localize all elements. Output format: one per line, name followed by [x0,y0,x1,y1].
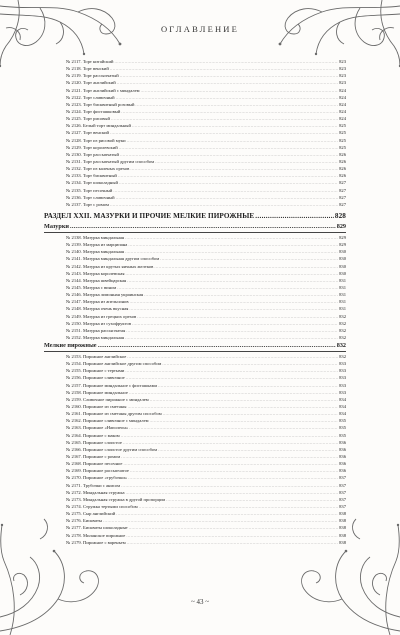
toc-entry-title: № 2158. Пирожное миндальное [66,389,128,395]
dot-leader [144,291,338,298]
toc-page-number: 838 [339,525,346,531]
toc-entry-title: № 2143. Мазурка королевская [66,270,125,276]
toc-entry[interactable] [44,194,346,201]
toc-section-heading[interactable] [44,341,346,352]
dot-leader [117,284,338,291]
toc-entry-title: № 2124. Торт фисташковый [66,108,121,114]
dot-leader [127,137,338,144]
toc-entry[interactable] [44,255,346,262]
toc-entry[interactable] [44,510,346,517]
toc-entry[interactable] [44,151,346,158]
dot-leader [123,460,338,467]
toc-page-number: 826 [339,151,346,157]
toc-entry-title: № 2152. Мазурка миндальная [66,334,125,340]
toc-entry-title: № 2162. Пирожное сливочное с миндалем [66,418,149,424]
toc-part-heading[interactable] [44,210,346,222]
toc-entry[interactable] [44,129,346,136]
toc-entry[interactable] [44,389,346,396]
toc-entry[interactable] [44,144,346,151]
toc-entry-title: № 2166. Пирожное слоистое другим способом [66,446,158,452]
toc-page-number: 836 [339,439,346,445]
toc-entry-title: № 2126. Белый торт миндальный [66,123,131,129]
toc-page-number: 824 [339,108,346,114]
toc-entry[interactable] [44,524,346,531]
toc-page-number: 834 [339,411,346,417]
toc-entry-title: № 2148. Мазурка очень вкусная [66,306,129,312]
toc-entry[interactable] [44,165,346,172]
dot-leader [126,489,339,496]
toc-page-number: 832 [339,354,346,360]
toc-entry-title: № 2137. Торт с ромом [66,201,109,207]
toc-entry-title: № 2177. Бисквиты шоколадные [66,525,128,531]
dot-leader [158,382,338,389]
toc-entry[interactable] [44,284,346,291]
toc-entry[interactable] [44,101,346,108]
toc-page-number: 833 [339,375,346,381]
toc-entry-title: № 2134. Торт шоколадный [66,180,118,186]
toc-entry[interactable] [44,446,346,453]
toc-entry[interactable] [44,79,346,86]
toc-page-number: 837 [339,489,346,495]
toc-entry[interactable] [44,424,346,431]
dot-leader [120,72,338,79]
dot-leader [125,234,338,241]
toc-entry[interactable] [44,467,346,474]
toc-entry-title: № 2161. Пирожное из сметаны другим способом [66,411,162,417]
toc-entry-title: № 2164. Пирожное с маком [66,432,120,438]
toc-entry-title: № 2178. Миланское пирожное [66,532,126,538]
toc-entry[interactable] [44,137,346,144]
dot-leader [166,496,338,503]
dot-leader [126,374,338,381]
toc-page-number: 837 [339,482,346,488]
toc-page-number: 833 [339,389,346,395]
toc-page-number: 837 [339,496,346,502]
toc-entry-title: № 2147. Мазурка из апельсинов [66,299,129,305]
toc-entry[interactable] [44,241,346,248]
dot-leader [126,532,338,539]
toc-page-number: 830 [339,270,346,276]
dot-leader [117,79,338,86]
toc-entry[interactable] [44,87,346,94]
dot-leader [116,94,339,101]
toc-entry-title: № 2130. Торт рассыпчатый [66,151,119,157]
toc-entry-title: № 2133. Торт бисквитный [66,173,117,179]
dot-leader [127,539,338,546]
toc-entry[interactable] [44,417,346,424]
toc-entry[interactable] [44,298,346,305]
toc-page-number: 835 [339,425,346,431]
toc-page-number: 827 [339,201,346,207]
toc-entry-title: № 2149. Мазурка из грецких орехов [66,313,137,319]
dot-leader [139,503,338,510]
toc-entry[interactable] [44,532,346,539]
dot-leader [141,87,339,94]
toc-entry[interactable] [44,474,346,481]
toc-entry-title: № 2117. Торт китайский [66,59,114,64]
toc-page-number: 824 [339,116,346,122]
toc-entry[interactable] [44,460,346,467]
toc-entry[interactable] [44,270,346,277]
toc-entry-title: № 2154. Пирожное английское другим способом [66,361,162,367]
dot-leader [155,158,338,165]
dot-leader [150,396,338,403]
dot-leader [119,144,338,151]
dot-leader [121,432,338,439]
toc-entry-title: № 2128. Торт из рисовой муки [66,137,126,143]
toc-entry[interactable] [44,313,346,320]
toc-entry-title: № 2150. Мазурка из сухофруктов [66,320,132,326]
dot-leader [111,115,338,122]
dot-leader [130,165,338,172]
dot-leader [70,222,336,232]
toc-page-number: 836 [339,454,346,460]
dot-leader [128,474,338,481]
dot-leader [116,194,339,201]
toc-page-number: 833 [339,368,346,374]
dot-leader [118,172,338,179]
dot-leader [121,453,338,460]
dot-leader [154,263,338,270]
toc-entry[interactable] [44,410,346,417]
toc-entry-title: № 2127. Торт венский [66,130,109,136]
toc-page-number: 832 [339,313,346,319]
dot-leader [130,298,339,305]
toc-page-number: 832 [339,327,346,333]
toc-entry-title: № 2131. Торт рассыпчатый другим способом [66,158,155,164]
toc-entry-title: № 2173. Миндальная стружка в другой пропорции [66,496,166,502]
dot-leader [126,327,338,334]
toc-page-number: 838 [339,532,346,538]
dot-leader [130,467,338,474]
toc-entry[interactable] [44,58,346,65]
toc-entry-title: № 2119. Торт рассыпчатый [66,73,119,79]
dot-leader [110,65,338,72]
toc-entry[interactable] [44,334,346,341]
toc-entry-title: № 2163. Пирожное «Наполеон» [66,425,129,431]
toc-entry[interactable] [44,453,346,460]
toc-entry-title: № 2145. Мазурка с вином [66,284,117,290]
toc-entry[interactable] [44,396,346,403]
dot-leader [128,241,338,248]
toc-entry[interactable] [44,382,346,389]
toc-entry[interactable] [44,327,346,334]
toc-entry-title: № 2125. Торт рисовый [66,116,110,122]
toc-entry[interactable] [44,108,346,115]
toc-entry[interactable] [44,439,346,446]
dot-leader [150,417,339,424]
dot-leader [110,129,338,136]
toc-page-number: 831 [339,284,346,290]
toc-page-number: 825 [339,130,346,136]
toc-entry[interactable] [44,320,346,327]
toc-page-number: 829 [336,222,346,230]
toc-entry-title: № 2142. Мазурка из крутых яичных желтков [66,263,154,269]
toc-entry[interactable] [44,482,346,489]
toc-entry-title: № 2132. Торт из каленых орехов [66,166,130,172]
toc-entry[interactable] [44,263,346,270]
toc-entry[interactable] [44,122,346,129]
toc-entry-title: № 2156. Пирожное сливочное [66,375,125,381]
toc-page-number: 824 [339,101,346,107]
dot-leader [163,410,338,417]
toc-page-number: 827 [339,194,346,200]
toc-page-number: 824 [339,87,346,93]
toc-entry-title: № 2146. Мазурка лимонная украинская [66,292,144,298]
toc-entry-title: № 2140. Мазурка миндальная [66,249,125,255]
toc-entry-title: № 2136. Торт сливочный [66,194,115,200]
dot-leader [129,389,338,396]
toc-entry-title: Мазурки [44,222,69,230]
dot-leader [125,367,338,374]
page-title: ОГЛАВЛЕНИЕ [160,24,240,34]
toc-entry[interactable] [44,234,346,241]
toc-entry-title: № 2169. Пирожное рассыпчатое [66,468,129,474]
toc-page-number: 829 [339,242,346,248]
toc-entry[interactable] [44,72,346,79]
toc-entry[interactable] [44,187,346,194]
toc-page-number: 831 [339,277,346,283]
toc-section-heading[interactable] [44,222,346,233]
toc-page-number: 835 [339,432,346,438]
dot-leader [116,510,338,517]
toc-entry[interactable] [44,201,346,208]
toc-page-number: 832 [339,320,346,326]
toc-entry[interactable] [44,94,346,101]
toc-page-number: 825 [339,123,346,129]
toc-entry[interactable] [44,291,346,298]
toc-page-number: 823 [339,73,346,79]
toc-entry-title: № 2155. Пирожное с тертыми [66,368,125,374]
toc-page-number: 825 [339,144,346,150]
dot-leader [121,108,338,115]
toc-entry-title: № 2171. Трубочки с анисом [66,482,121,488]
toc-page-number: 833 [339,361,346,367]
toc-page-number: 837 [339,504,346,510]
toc-page-number: 837 [339,475,346,481]
toc-entry-title: № 2176. Бисквиты [66,518,103,524]
toc-page-number: 831 [339,306,346,312]
toc-entry[interactable] [44,360,346,367]
dot-leader [135,101,338,108]
toc-page-number: 835 [339,418,346,424]
toc-entry-title: № 2138. Мазурка миндальная [66,234,125,240]
toc-entry-title: № 2122. Торт сливочный [66,94,115,100]
dot-leader [113,187,338,194]
toc-entry-title: № 2118. Торт венский [66,66,109,72]
dot-leader [137,313,338,320]
dot-leader [114,58,338,65]
toc-entry[interactable] [44,115,346,122]
toc-entry-title: Мелкие пирожные [44,342,97,350]
toc-page-number: 826 [339,158,346,164]
toc-entry-title: № 2167. Пирожное с ромом [66,454,121,460]
toc-entry[interactable] [44,248,346,255]
toc-page-number: 831 [339,292,346,298]
toc-entry-title: № 2121. Торт английский с миндалем [66,87,140,93]
toc-page-number: 831 [339,299,346,305]
toc-page-number: 838 [339,511,346,517]
toc-page-number: 828 [334,211,346,220]
dot-leader [129,305,338,312]
toc-entry-title: № 2170. Пирожное «трубочки» [66,475,128,481]
toc-entry[interactable] [44,305,346,312]
toc-entry[interactable] [44,432,346,439]
toc-page-number: 823 [339,59,346,64]
toc-page-number: 832 [336,342,346,350]
toc-page-number: 834 [339,404,346,410]
dot-leader [127,277,338,284]
dot-leader [125,270,338,277]
toc-entry[interactable] [44,353,346,360]
dot-leader [103,517,338,524]
dot-leader [110,201,338,208]
toc-entry-title: РАЗДЕЛ XXII. МАЗУРКИ И ПРОЧИЕ МЕЛКИЕ ПИРОЖНЫЕ [44,211,255,220]
toc-page-number: 824 [339,94,346,100]
dot-leader [132,320,338,327]
toc-page-number: 836 [339,446,346,452]
toc-entry-title: № 2129. Торт королевский [66,144,118,150]
toc-entry-title: № 2139. Мазурка из марципана [66,242,128,248]
table-of-contents [44,58,346,546]
toc-entry[interactable] [44,489,346,496]
toc-page-number: 834 [339,396,346,402]
toc-entry[interactable] [44,403,346,410]
toc-entry[interactable] [44,179,346,186]
toc-entry[interactable] [44,496,346,503]
toc-entry[interactable] [44,374,346,381]
toc-page-number: 823 [339,80,346,86]
dot-leader [128,403,339,410]
toc-entry[interactable] [44,158,346,165]
toc-entry-title: № 2141. Мазурка миндальная другим способом [66,256,160,262]
toc-page-number: 830 [339,249,346,255]
toc-page-number: 827 [339,180,346,186]
toc-entry[interactable] [44,539,346,546]
toc-page-number: 833 [339,382,346,388]
toc-entry-title: № 2123. Торт бисквитный розовый [66,101,135,107]
toc-page-number: 830 [339,263,346,269]
dot-leader [162,360,338,367]
toc-page-number: 823 [339,66,346,72]
toc-page-number: 829 [339,234,346,240]
toc-entry-title: № 2179. Пирожное с вареньем [66,539,126,545]
toc-entry-title: № 2159. Сливочное пирожное с миндалем [66,396,149,402]
toc-entry-title: № 2165. Пирожное слоистое [66,439,122,445]
dot-leader [160,255,338,262]
toc-entry-title: № 2168. Пирожное песочное [66,461,123,467]
dot-leader [125,334,338,341]
toc-page-number: 838 [339,518,346,524]
toc-entry-title: № 2151. Мазурка рассыпчатая [66,327,126,333]
toc-entry-title: № 2135. Торт песочный [66,187,113,193]
toc-entry[interactable] [44,277,346,284]
toc-entry-title: № 2153. Пирожное английское [66,354,127,360]
toc-page-number: 825 [339,137,346,143]
dot-leader [255,210,334,222]
toc-entry-title: № 2174. Стружка тертыми способом [66,504,138,510]
dot-leader [98,341,336,351]
toc-page-number: 838 [339,539,346,545]
dot-leader [119,179,338,186]
toc-entry[interactable] [44,367,346,374]
toc-page-number: 827 [339,187,346,193]
toc-page-number: 836 [339,468,346,474]
dot-leader [132,122,338,129]
toc-page-number: 830 [339,256,346,262]
toc-entry[interactable] [44,172,346,179]
dot-leader [129,424,338,431]
toc-entry-title: № 2172. Миндальная стружка [66,489,125,495]
toc-entry[interactable] [44,503,346,510]
dot-leader [127,353,338,360]
toc-entry-title: № 2144. Мазурка швейцарская [66,277,127,283]
dot-leader [123,439,338,446]
page-number: ~ 43 ~ [190,598,210,606]
toc-entry-title: № 2160. Пирожное из сметаны [66,404,127,410]
toc-page-number: 836 [339,461,346,467]
toc-entry-title: № 2157. Пирожное миндальное с фисташками [66,382,157,388]
toc-page-number: 832 [339,334,346,340]
dot-leader [121,482,338,489]
toc-entry-title: № 2120. Торт английский [66,80,116,86]
toc-page-number: 826 [339,166,346,172]
dot-leader [129,524,339,531]
toc-entry[interactable] [44,65,346,72]
dot-leader [120,151,338,158]
toc-page-number: 826 [339,173,346,179]
dot-leader [125,248,338,255]
toc-entry-title: № 2175. Сыр английский [66,511,116,517]
toc-entry[interactable] [44,517,346,524]
dot-leader [158,446,338,453]
